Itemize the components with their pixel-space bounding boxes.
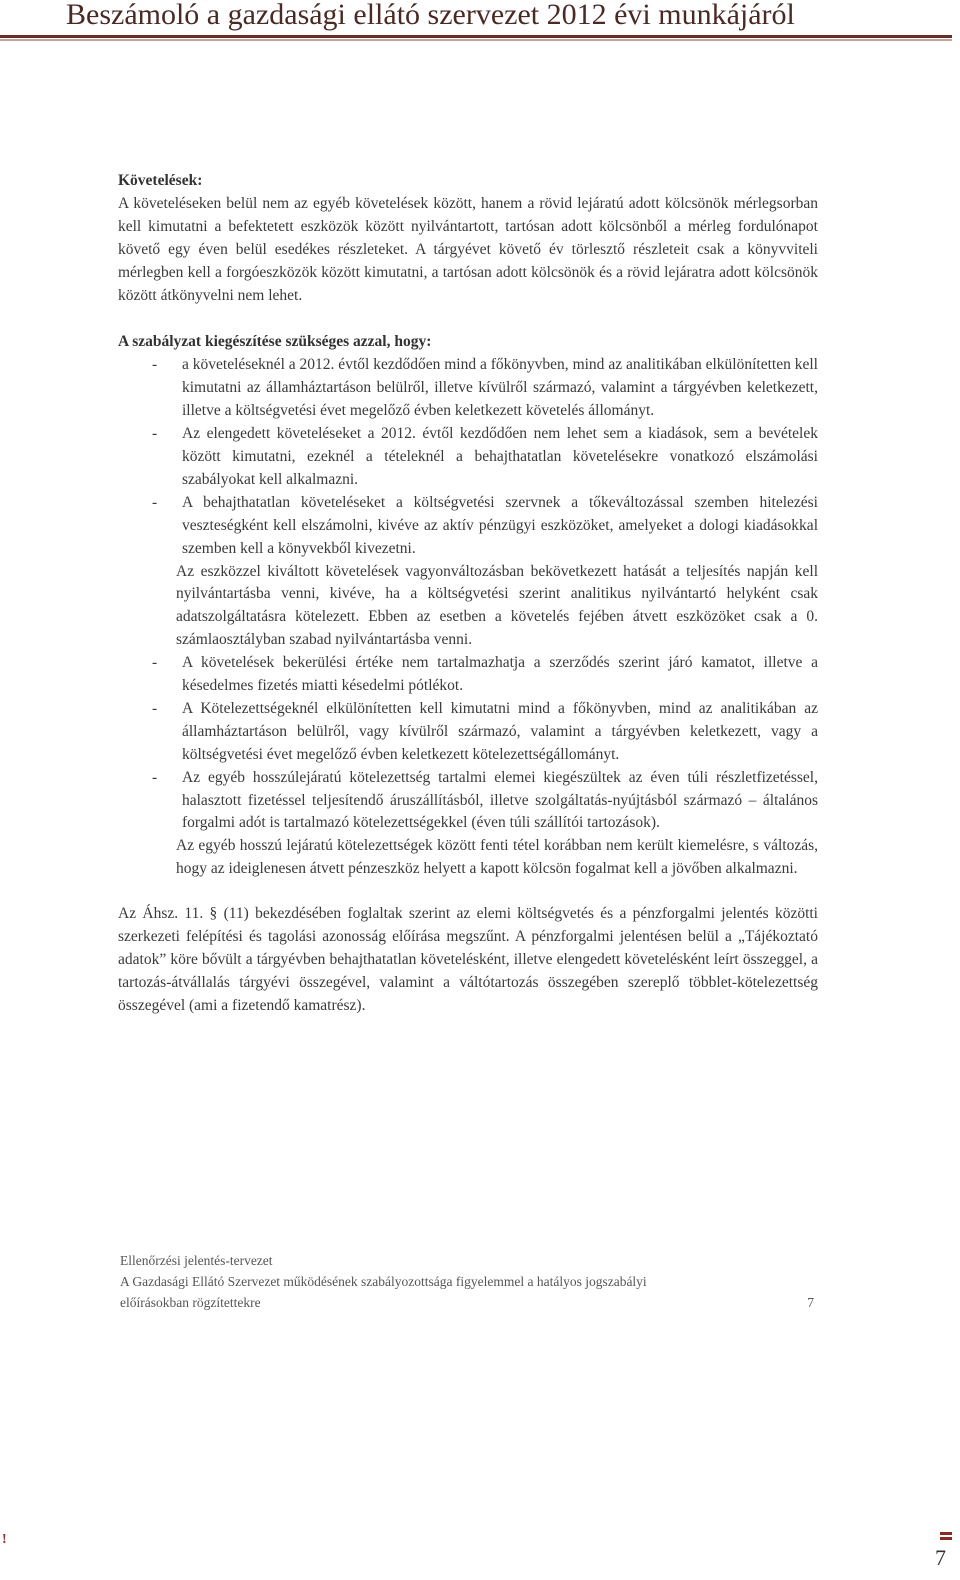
list-item [118,423,818,492]
list-item-text: A behajthatatlan követeléseket a költségvetési szervnek a tőkeváltozással szemben hitelezési veszteségként kell elszámolni, kivéve az aktív pénzügyi eszközöket, amelyeket a dologi kiadásokkal szemben kell a könyvekből kivezetni. [182,493,818,557]
scanned-page-body [118,170,818,1018]
list-item [118,767,818,836]
footer-line: Ellenőrzési jelentés-tervezet [120,1253,273,1268]
list-item-text: Az egyéb hosszúlejáratú kötelezettség tartalmi elemei kiegészültek az éven túli részletfizetéssel, halasztott fizetéssel teljesítendő áruszállításból, illetve szolgáltatás-nyújtásból származó – általános forgalmi adót is tartalmazó kötelezettségekkel (éven túli szállítói tartozások). [182,768,818,832]
document-title: Beszámoló a gazdasági ellátó szervezet 2012 évi munkájáról [66,0,795,31]
dash-marker: - [152,425,158,443]
list-item [118,698,818,767]
list-item [118,652,818,698]
list-item [118,354,818,423]
dash-marker: - [152,699,158,717]
closing-paragraph: Az Áhsz. 11. § (11) bekezdésében foglaltak szerint az elemi költségvetés és a pénzforgalmi jelentés közötti szerkezeti felépítési és tagolási azonosság előírása megszűnt. A pénzforgalmi jelentésen belül a „Tájékoztató adatok” köre bővült a tárgyévben behajthatatlan követelésként, illetve elengedett követelésként leírt összeggel, a tartozás-átvállalás tárgyévi összegével, valamint a váltótartozás összegében szereplő többlet-kötelezettség összegével (ami a fizetendő kamatrész). [118,905,818,1014]
list-item-text: Az elengedett követeléseket a 2012. évtől kezdődően nem lehet sem a kiadások, sem a bevételek között kimutatni, ezeknél a tételeknél a behajthatatlan követelésekre vonatkozó elszámolási szabályokat kell alkalmazni. [182,425,818,488]
corner-mark: ! [2,1532,7,1547]
dash-marker: - [152,654,158,672]
list-item-text: A Kötelezettségeknél elkülönítetten kell kimutatni mind a főkönyvben, mind az analitikában az államháztartáson belülről, vagy kívülről származó, valamint a tárgyévben keletkezett, vagy a költségvetési évet megelőző évben keletkezett kötelezettségállományt. [182,699,818,763]
page-number: 7 [935,1545,946,1570]
header-rule [0,35,952,38]
dash-marker: - [152,768,158,786]
receivables-paragraph: A követeléseken belül nem az egyéb követelések között, hanem a rövid lejáratú adott kölcsönök mérlegsorban kell kimutatni a befektetett eszközök között nyilvántartott, tartósan adott kölcsönből a mérleg fordulónapot követő egy éven belül esedékes részleteket. A tárgyévet követő év törlesztő részleteit csak a könyvviteli mérlegben kell a forgóeszközök között kimutatni, a tartósan adott kölcsönök és a rövid lejáratra adott kölcsönök között átkönyvelni nem lehet. [118,194,818,304]
footer-line: A Gazdasági Ellátó Szervezet működésének szabályozottsága figyelemmel a hatályos jogszabályi [120,1274,647,1289]
requirement-list [118,354,818,881]
footer-page-number: 7 [807,1295,814,1310]
list-item-text: A követelések bekerülési értéke nem tartalmazhatja a szerződés szerint járó kamatot, illetve a késedelmes fizetés miatti késedelmi pótlékot. [182,654,818,695]
header-rule-shadow [0,39,952,41]
scanned-page-footer [120,1250,820,1313]
list-heading: A szabályzat kiegészítése szükséges azzal, hogy: [118,333,432,351]
footer-line: előírásokban rögzítettekre [120,1295,261,1310]
list-item-continuation: Az egyéb hosszú lejáratú kötelezettségek között fenti tétel korábban nem került kiemelésre, s változás, hogy az ideiglenesen átvett pénzeszköz helyett a kapott kölcsön fogalmat kell a jövőben alkalmazni. [176,837,818,878]
list-item-continuation: Az eszközzel kiváltott követelések vagyonváltozásban bekövetkezett hatását a teljesítés napján kell nyilvántartásba venni, kivéve, ha a költségvetési szerint analitikus nyilvántartó helyként csak adatszolgáltatásra kötelezett. Ebben az esetben a követelés fejében átvett eszközöket csak a 0. számlaosztályban szabad nyilvántartásba venni. [176,562,818,649]
page-number-bars [940,1532,952,1542]
list-item [118,492,818,561]
section-heading-receivables: Követelések: [118,172,203,189]
dash-marker: - [152,493,158,511]
list-item-text: a követeléseknél a 2012. évtől kezdődően mind a főkönyvben, mind az analitikában elkülönítetten kell kimutatni az államháztartáson belülről, illetve kívülről származó, valamint a tárgyévben keletkezett, illetve a költségvetési évet megelőző évben keletkezett követelés állományt. [182,356,818,420]
dash-marker: - [152,356,158,374]
